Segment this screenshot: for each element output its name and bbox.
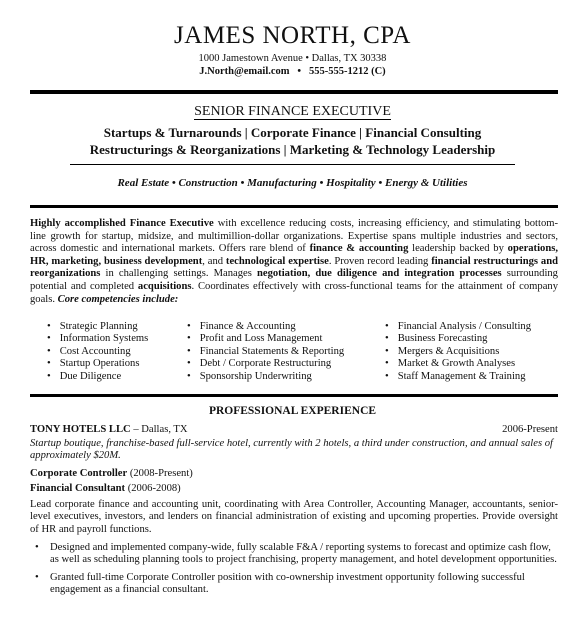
headline-divider: [70, 164, 515, 165]
competency-item: • Strategic Planning: [47, 321, 148, 333]
competency-item: • Startup Operations: [47, 358, 148, 370]
industries-line: Real Estate • Construction • Manufacturing • Hospitality • Energy & Utilities: [117, 177, 468, 189]
headline-title: SENIOR FINANCE EXECUTIVE: [194, 104, 391, 119]
competency-item: • Financial Statements & Reporting: [187, 346, 344, 358]
competency-item: • Due Diligence: [47, 371, 148, 383]
competency-item: • Business Forecasting: [385, 333, 531, 345]
competency-item: • Cost Accounting: [47, 346, 148, 358]
job-header: [30, 424, 558, 435]
competency-item: • Debt / Corporate Restructuring: [187, 358, 344, 370]
competency-item: • Information Systems: [47, 333, 148, 345]
job-overview: Lead corporate finance and accounting unit, coordinating with Area Controller, Accounting Manager, accountants, senior-level executives, investors, and lenders on financial administration of existing and upcoming properties. Provide oversight of HR and payroll functions.: [30, 499, 558, 535]
company-location: – Dallas, TX: [130, 424, 188, 435]
competency-item: • Profit and Loss Management: [187, 333, 344, 345]
summary-divider: [30, 205, 558, 208]
competency-item: • Finance & Accounting: [187, 321, 344, 333]
competency-item: • Market & Growth Analyses: [385, 358, 531, 370]
section-title-experience: PROFESSIONAL EXPERIENCE: [208, 405, 377, 417]
role-title-1: Corporate Controller (2008-Present): [30, 468, 193, 479]
competency-item: • Financial Analysis / Consulting: [385, 321, 531, 333]
email-link[interactable]: J.North@email.com: [199, 66, 290, 77]
header-divider: [30, 90, 558, 94]
job-dates: 2006-Present: [502, 424, 558, 435]
achievement-bullet: • Granted full-time Corporate Controller position with co-ownership investment opportunity following successful engagement as a financial consultant.: [50, 572, 558, 597]
summary-paragraph: Highly accomplished Finance Executive with excellence reducing costs, increasing efficiency, and stimulating bottom-line growth for startup, midsize, and multimillion-dollar organizations. Expertise spans multiple industries and sectors, across domestic and international markets. Offers rare blend of finance & accounting leadership backed by operations, HR, marketing, business development, and technological expertise. Proven record leading financial restructurings and reorganizations in challenging settings. Manages negotiation, due diligence and integration processes surrounding potential and completed acquisitions. Coordinates effectively with cross-functional teams for the attainment of company goals. Core competencies include:: [30, 218, 559, 305]
competency-item: • Staff Management & Training: [385, 371, 531, 383]
contact-line: J.North@email.com • 555-555-1212 (C): [199, 66, 386, 77]
headline-specialties-1: Startups & Turnarounds | Corporate Finance | Financial Consulting: [103, 125, 482, 140]
competencies-column-2: [187, 321, 344, 383]
experience-divider: [30, 394, 558, 397]
headline-specialties-2: Restructurings & Reorganizations | Marketing & Technology Leadership: [89, 142, 496, 157]
candidate-name: JAMES NORTH, CPA: [174, 22, 411, 49]
competency-item: • Sponsorship Underwriting: [187, 371, 344, 383]
company-description: Startup boutique, franchise-based full-service hotel, currently with 2 hotels, a third under construction, and annual sales of approximately $20M.: [30, 438, 553, 462]
address: 1000 Jamestown Avenue • Dallas, TX 30338: [198, 53, 387, 64]
competency-item: • Mergers & Acquisitions: [385, 346, 531, 358]
achievement-bullet: • Designed and implemented company-wide, fully scalable F&A / reporting systems to forecast and optimize cash flow, as well as scheduling planning tools to project franchising, property management, and hotel development opportunities.: [50, 542, 558, 567]
company-name: TONY HOTELS LLC: [30, 424, 131, 435]
phone-number: 555-555-1212 (C): [308, 66, 386, 77]
role-title-2: Financial Consultant (2006-2008): [30, 483, 181, 494]
competencies-column-1: [47, 321, 148, 383]
competencies-column-3: [385, 321, 531, 383]
